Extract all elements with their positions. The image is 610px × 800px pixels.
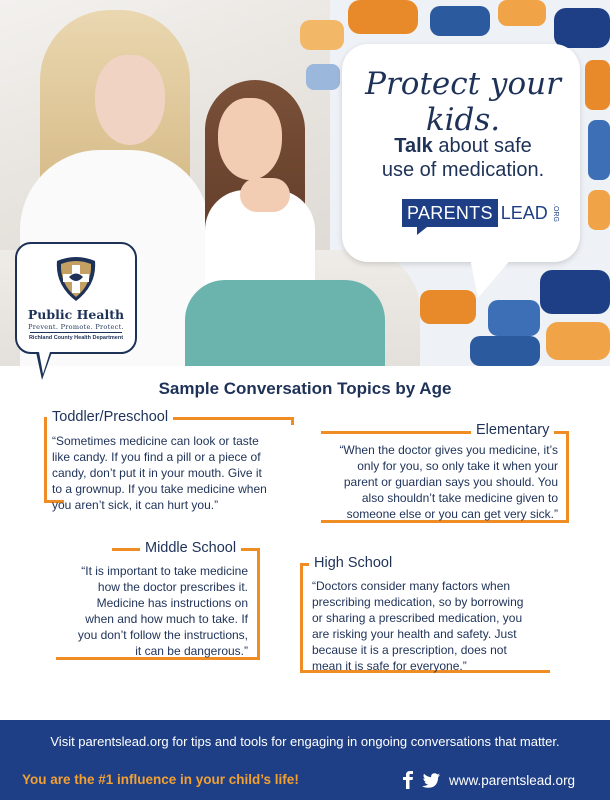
text-line: mean it is safe for everyone.” — [312, 659, 467, 673]
topic-text-toddler — [52, 433, 292, 513]
headline-line2: use of medication. — [381, 159, 545, 181]
parents-lead-logo — [402, 199, 560, 227]
text-line: how the doctor prescribes it. — [97, 580, 248, 594]
daughter-hands — [240, 178, 290, 212]
badge-department: Richland County Health Department — [28, 335, 124, 341]
footer-message: Visit parentslead.org for tips and tools for engaging in ongoing conversations that matter. — [50, 734, 560, 749]
text-line: you don’t follow the instructions, — [77, 628, 248, 642]
badge-tagline: Prevent. Promote. Protect. — [28, 323, 124, 331]
topic-text-middle — [52, 563, 248, 659]
text-line: only for you, so only take it when your — [357, 459, 558, 473]
headline-rest: about safe — [432, 135, 532, 157]
text-line: when and how much to take. If — [85, 612, 248, 626]
headline-bold-word: Talk — [394, 135, 433, 157]
daughter-pants — [185, 280, 385, 366]
text-line: to a grownup. If you take medicine when — [52, 482, 267, 496]
badge-tail-inner — [39, 352, 50, 374]
topic-text-elementary — [320, 442, 558, 522]
text-line: you aren’t sick, it can hurt you.” — [52, 498, 219, 512]
headline-bubble-tail — [470, 258, 512, 298]
text-line: or sharing a prescribed medication, you — [312, 611, 523, 625]
logo-org: .ORG — [551, 204, 559, 222]
topic-text-high — [312, 578, 552, 674]
footer — [0, 720, 610, 800]
badge-divider — [30, 332, 122, 333]
logo-tail — [417, 227, 427, 235]
social-icons — [402, 771, 440, 789]
text-line: are risking your health and safety. Just — [312, 627, 517, 641]
twitter-icon[interactable] — [422, 773, 440, 788]
toddler-frame-right — [291, 417, 294, 425]
text-line: candy, don’t put it in your mouth. Give it — [52, 466, 262, 480]
facebook-icon[interactable] — [402, 771, 414, 789]
text-line: Medicine has instructions on — [96, 596, 248, 610]
text-line: “When the doctor gives you medicine, it’s — [339, 443, 558, 457]
text-line: it can be dangerous.” — [135, 644, 248, 658]
logo-lead: LEAD — [500, 203, 548, 223]
text-line: “Doctors consider many factors when — [312, 579, 511, 593]
logo-parents: PARENTS — [402, 199, 498, 227]
text-line: someone else or you can get very sick.” — [346, 507, 558, 521]
topic-label-middle: Middle School — [140, 540, 241, 556]
mother-face — [95, 55, 165, 145]
public-health-shield-icon — [51, 255, 101, 303]
text-line: parent or guardian says you should. You — [343, 475, 558, 489]
section-title: Sample Conversation Topics by Age — [158, 379, 452, 398]
daughter-face — [218, 98, 282, 180]
text-line: also shouldn’t take medicine given to — [361, 491, 558, 505]
text-line: “It is important to take medicine — [81, 564, 248, 578]
text-line: because it is a prescription, does not — [312, 643, 507, 657]
text-line: like candy. If you find a pill or a piece of — [52, 450, 261, 464]
topic-label-high: High School — [309, 555, 397, 571]
badge-name: Public Health — [27, 307, 125, 322]
text-line: prescribing medication, so by borrowing — [312, 595, 524, 609]
text-line: “Sometimes medicine can look or taste — [52, 434, 259, 448]
topic-label-elementary: Elementary — [471, 422, 554, 438]
footer-tagline: You are the #1 influence in your child’s life! — [22, 772, 299, 787]
footer-url[interactable]: www.parentslead.org — [449, 773, 576, 788]
headline-script: Protect your kids. — [365, 66, 561, 138]
topic-label-toddler: Toddler/Preschool — [47, 409, 173, 425]
headline-subtitle — [352, 134, 574, 182]
